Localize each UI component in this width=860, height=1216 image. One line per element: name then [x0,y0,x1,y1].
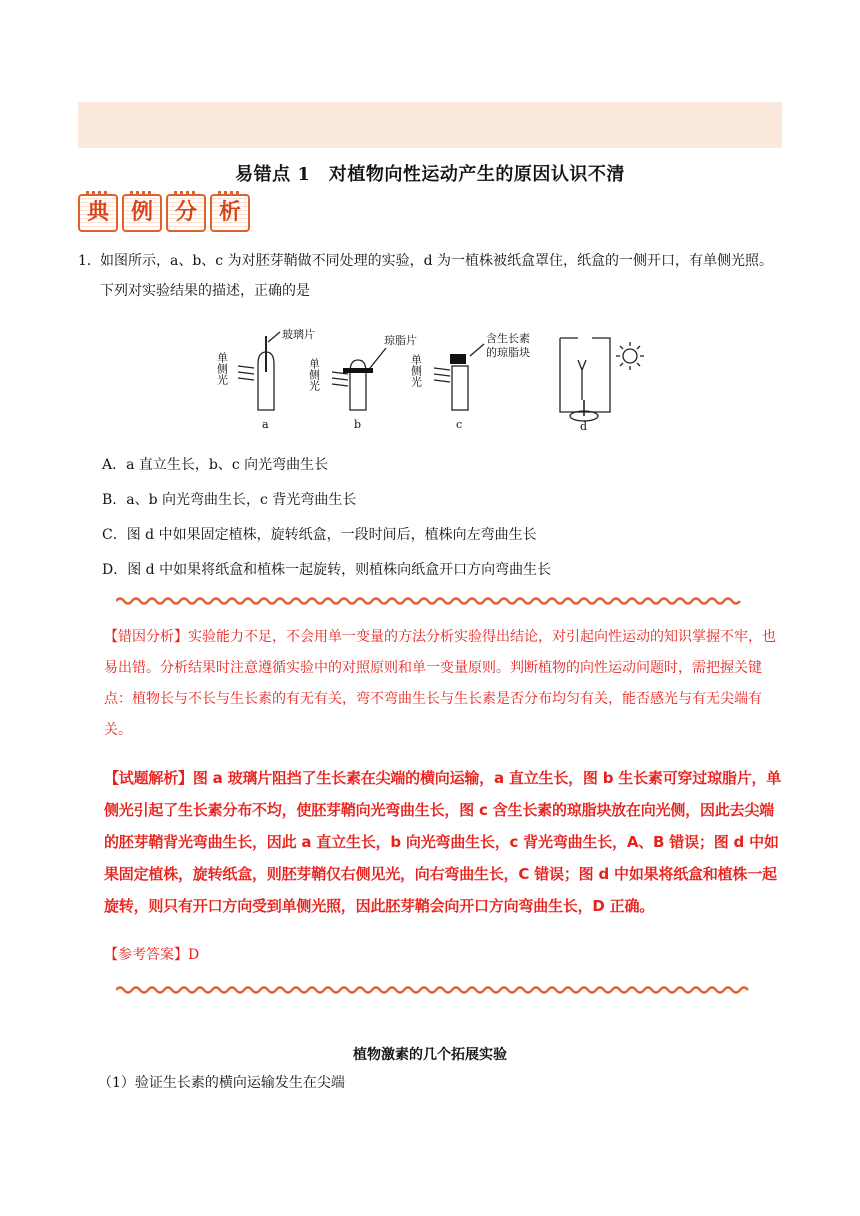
explanation-text: 图 a 玻璃片阻挡了生长素在尖端的横向运输，a 直立生长，图 b 生长素可穿过琼脂片，单侧光引起了生长素分布不均，使胚芽鞘向光弯曲生长，图 c 含生长素的琼脂块放在向光侧，因此去尖端的胚芽鞘背光弯曲生长，因此 a 直立生长，b 向光弯曲生长，c 背光弯曲生长，A、B 错误；图 d 中如果固定植株，旋转纸盒，则胚芽鞘仅右侧见光，向右弯曲生长，C 错误；图 d 中如果将纸盒和植株一起旋转，则只有开口方向受到单侧光照，因此胚芽鞘会向开口方向弯曲生长，D 正确。 [104,769,782,915]
answer-value: D [188,947,200,963]
wavy-divider-bottom [116,985,752,995]
answer-label: 【参考答案】 [104,947,188,963]
agar-label: 琼脂片 [384,334,417,347]
question-stem: 如图所示，a、b、c 为对胚芽鞘做不同处理的实验，d 为一植株被纸盒罩住，纸盒的一侧开口，有单侧光照。下列对实验结果的描述，正确的是 [100,253,774,299]
caption-d: d [580,420,588,432]
badge-char-2: 例 [122,194,162,232]
light-label-b: 单侧光 [307,358,321,391]
glass-label: 玻璃片 [282,328,315,341]
header-band [78,102,782,148]
option-a[interactable]: A．a 直立生长，b、c 向光弯曲生长 [102,457,329,473]
question-block [78,246,784,306]
caption-b: b [354,418,362,431]
auxin-agar-label-line2: 的琼脂块 [486,346,530,359]
caption-c: c [456,418,463,431]
light-label-a: 单侧光 [215,352,229,385]
wavy-divider [116,596,752,606]
question-number: 1． [78,253,101,269]
answer-options [102,452,551,592]
experiment-figure [208,326,658,432]
error-analysis-label: 【错因分析】 [104,629,188,645]
extension-heading: 植物激素的几个拓展实验 [353,1047,507,1063]
auxin-agar-label-line1: 含生长素 [486,332,530,345]
option-d[interactable]: D．图 d 中如果将纸盒和植株一起旋转，则植株向纸盒开口方向弯曲生长 [102,562,552,578]
extension-item-1: （1）验证生长素的横向运输发生在尖端 [98,1075,345,1091]
light-label-c: 单侧光 [409,354,423,387]
section-title: 易错点 1 对植物向性运动产生的原因认识不清 [235,164,625,185]
badge-char-4: 析 [210,194,250,232]
reference-answer [104,944,199,964]
explanation-label: 【试题解析】 [104,769,193,787]
option-b[interactable]: B．a、b 向光弯曲生长，c 背光弯曲生长 [102,492,357,508]
typical-example-badge [78,194,250,232]
question-explanation [104,762,786,922]
option-c[interactable]: C．图 d 中如果固定植株，旋转纸盒，一段时间后，植株向左弯曲生长 [102,527,537,543]
caption-a: a [262,418,269,431]
badge-char-1: 典 [78,194,118,232]
badge-char-3: 分 [166,194,206,232]
error-analysis [104,622,784,746]
error-analysis-text: 实验能力不足，不会用单一变量的方法分析实验得出结论，对引起向性运动的知识掌握不牢，也易出错。分析结果时注意遵循实验中的对照原则和单一变量原则。判断植物的向性运动问题时，需把握关键点：植物长与不长与生长素的有无有关，弯不弯曲生长与生长素是否分布均匀有关，能否感光与有无尖端有关。 [104,629,776,738]
